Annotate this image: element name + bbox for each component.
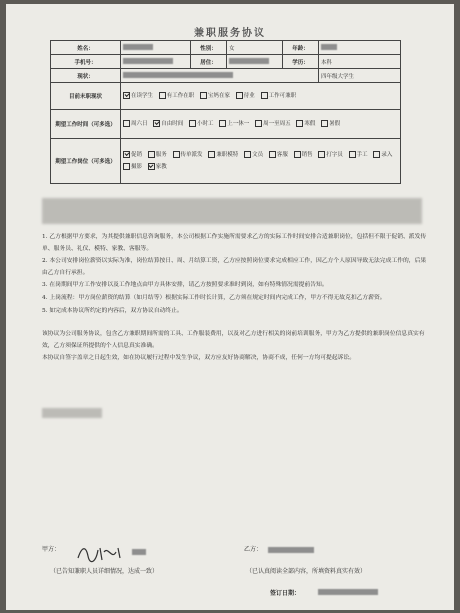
clause-2: 2. 本公司安排岗位薪资以实际为准，岗位结算按日、周、月结算工资，乙方应按照岗位要求完成相应工作，因乙方个人原因导致无法完成工作的，后果由乙方自行承担。 [42, 258, 427, 276]
known-option-3-checkbox[interactable] [236, 92, 243, 99]
party-a-signature [74, 542, 130, 564]
job-option-1-checkbox[interactable] [148, 151, 155, 158]
document-page [6, 4, 454, 610]
time-option-4-checkbox[interactable] [255, 120, 262, 127]
sign-date-label: 签订日期： [270, 590, 301, 597]
known-options: 在读学生 有工作在职 宝妈在家 待业 工作可兼职 [121, 83, 401, 110]
clause-1: 1. 乙方根据甲方要求，为其提供兼职信息咨询服务，本公司根据工作实施所需要求乙方的实际工作时间安排合适兼职岗位，包括但不限于促销、派发传单、服务员、礼仪、模特、家教、客服等。 [42, 234, 427, 252]
party-a-redacted [132, 549, 146, 555]
known-label: 目前未职现状 [51, 83, 121, 110]
clause-4: 4. 上岗流程：甲方岗位薪资的结算（如月结等）根据实际工作时长计算，乙方须在规定时间内完成工作，甲方不得无故克扣乙方薪资。 [42, 294, 386, 301]
school-label: 学历： [283, 55, 319, 69]
clause-5: 5. 如完成本协议所约定的内容后，双方协议自动终止。 [42, 307, 183, 314]
job-option-9-checkbox[interactable] [373, 151, 380, 158]
address-value-redacted [227, 55, 283, 69]
info-form-table [50, 40, 401, 184]
party-a-note: （已告知兼职人员详细情况，达成一致） [50, 568, 159, 575]
job-option-5-checkbox[interactable] [269, 151, 276, 158]
school-value: 本科 [319, 55, 401, 69]
job-option-2-checkbox[interactable] [173, 151, 180, 158]
gender-label: 性别： [191, 41, 227, 55]
job-label: 期望工作岗位（可多选） [51, 139, 121, 184]
time-option-0-checkbox[interactable] [123, 120, 130, 127]
time-option-1-checkbox[interactable] [153, 120, 160, 127]
phone-value-redacted [121, 55, 191, 69]
time-option-2-checkbox[interactable] [189, 120, 196, 127]
age-label: 年龄： [283, 41, 319, 55]
known-option-0-checkbox[interactable] [123, 92, 130, 99]
name-label: 姓名： [51, 41, 121, 55]
name-value-redacted [121, 41, 191, 55]
current-value-redacted [121, 69, 319, 83]
current-label: 现状： [51, 69, 121, 83]
time-option-5-checkbox[interactable] [296, 120, 303, 127]
doc-title: 兼职服务协议 [194, 28, 266, 39]
agreement-body [42, 232, 428, 366]
known-option-2-checkbox[interactable] [200, 92, 207, 99]
time-label: 期望工作时间（可多选） [51, 110, 121, 139]
clause-3: 3. 在岗期间甲方工作安排以及工作地点由甲方具体安排，请乙方按照要求准时到岗，如有特殊情况需提前告知。 [42, 282, 328, 289]
gender-value: 女 [227, 41, 283, 55]
party-a-label: 甲方： [42, 546, 61, 553]
section2-para-2: 本协议自签字盖章之日起生效，如在协议履行过程中发生争议，双方应友好协商解决，协商不成，任何一方均可提起诉讼。 [42, 355, 356, 362]
party-b-redacted [268, 547, 314, 553]
known-option-4-checkbox[interactable] [261, 92, 268, 99]
obscured-text-block [42, 198, 422, 224]
time-options: 周六日 自由时间 小时工 上一休一 周一至周五 寒假 暑假 [121, 110, 401, 139]
party-b-label: 乙方： [244, 546, 263, 553]
phone-label: 手机号： [51, 55, 121, 69]
obscured-heading [42, 408, 102, 418]
time-option-6-checkbox[interactable] [321, 120, 328, 127]
job-option-7-checkbox[interactable] [318, 151, 325, 158]
section2-para-1: 该协议为公司服务协议，包含乙方兼职期间所需的工具、工作服装费用，以及对乙方进行相关的岗前培训服务，甲方为乙方提供的兼职岗位信息真实有效，乙方须保证所提供的个人信息真实准确。 [42, 331, 425, 349]
job-option-6-checkbox[interactable] [294, 151, 301, 158]
job-option-3-checkbox[interactable] [208, 151, 215, 158]
job-options: 促销 服务 传单派发 兼职模特 文员 客服 销售 打字员 手工 录入 摄影 家教 [121, 139, 401, 184]
grade-value: 四年级大学生 [319, 69, 401, 83]
sign-date-redacted [318, 589, 378, 595]
known-option-1-checkbox[interactable] [159, 92, 166, 99]
job-option-11-checkbox[interactable] [148, 163, 155, 170]
job-option-0-checkbox[interactable] [123, 151, 130, 158]
job-option-10-checkbox[interactable] [123, 163, 130, 170]
age-value-redacted [319, 41, 401, 55]
time-option-3-checkbox[interactable] [219, 120, 226, 127]
job-option-8-checkbox[interactable] [349, 151, 356, 158]
address-label: 居住： [191, 55, 227, 69]
party-b-note: （已认真阅读全部内容，所填资料真实有效） [246, 568, 367, 575]
job-option-4-checkbox[interactable] [244, 151, 251, 158]
